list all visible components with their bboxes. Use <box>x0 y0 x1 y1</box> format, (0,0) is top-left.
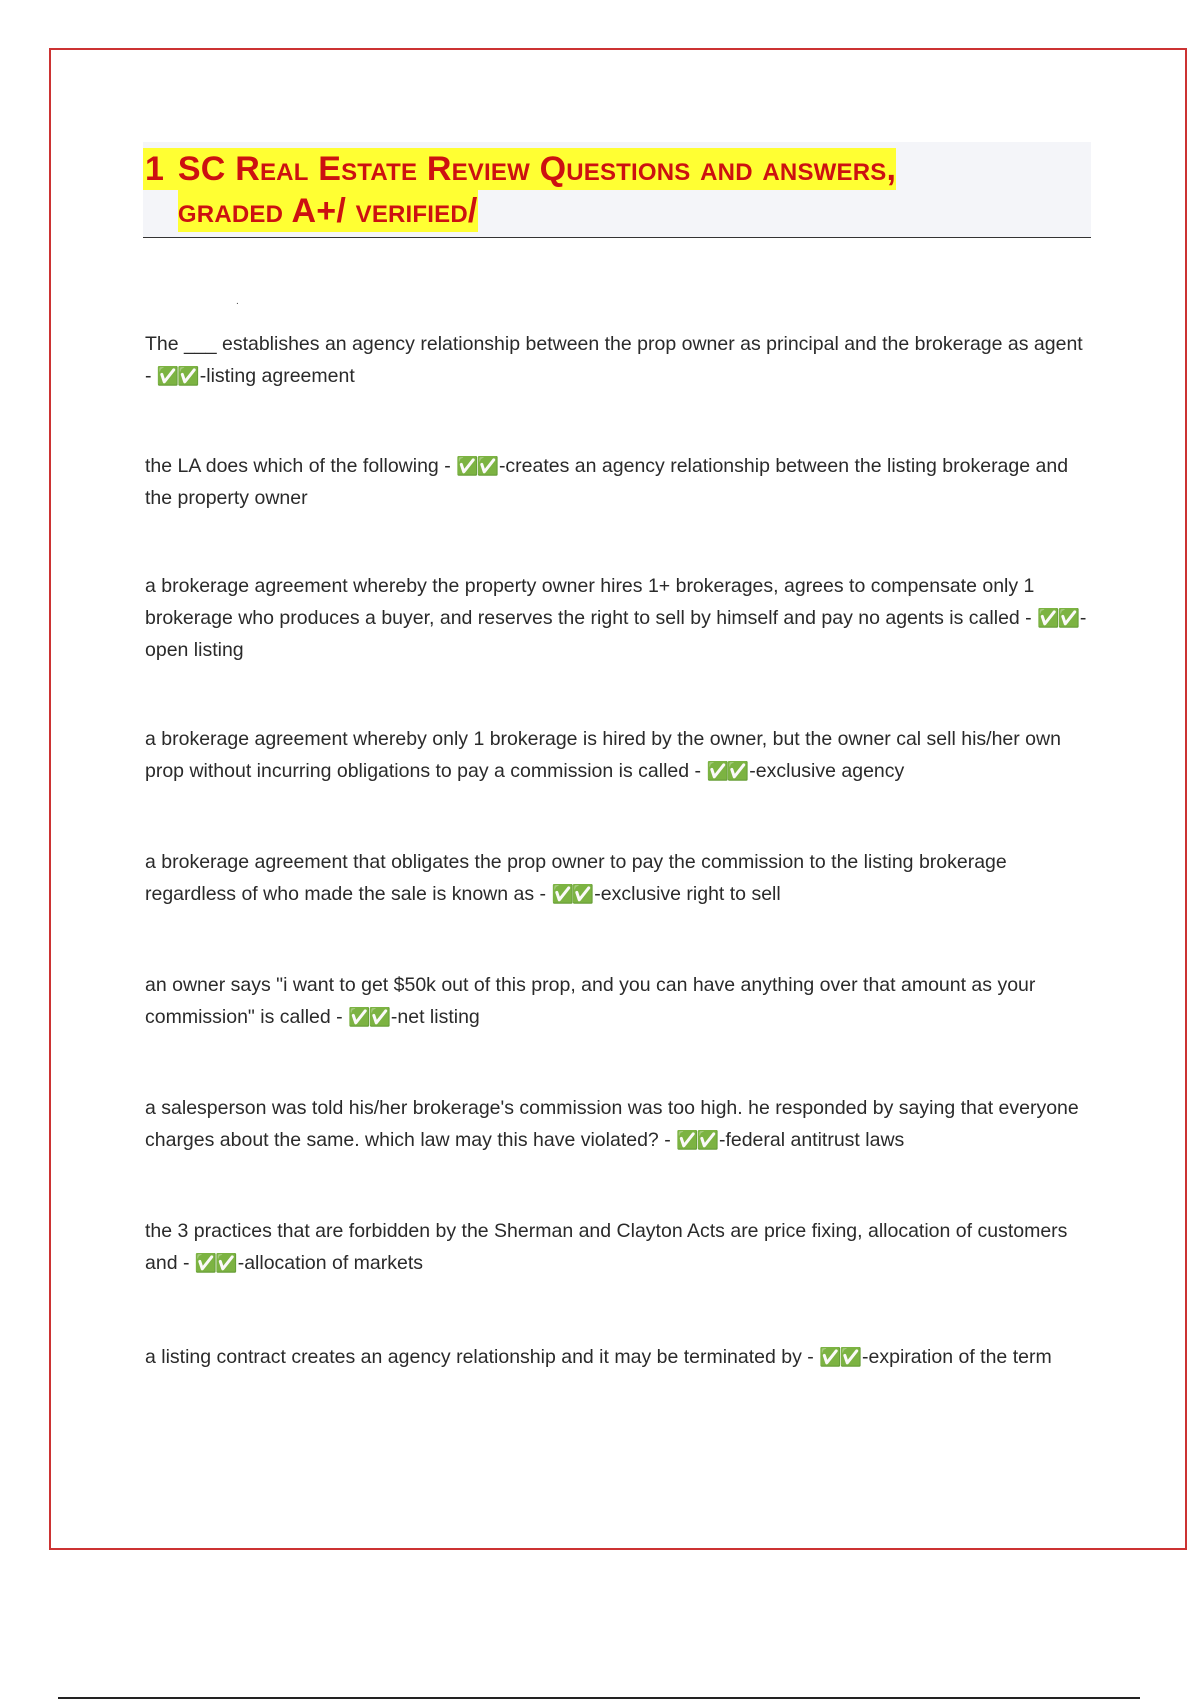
question-text: a listing contract creates an agency relationship and it may be terminated by - <box>145 1346 814 1368</box>
qa-item <box>145 846 1090 910</box>
stray-dot: . <box>236 296 239 307</box>
double-checkmark-icon: ✅✅ <box>706 761 748 781</box>
question-text: the LA does which of the following - <box>145 455 451 477</box>
answer-text: -exclusive agency <box>749 760 905 782</box>
page-border <box>49 48 1187 1550</box>
title-line-2: graded A+/ verified/ <box>177 192 478 230</box>
double-checkmark-icon: ✅✅ <box>819 1347 861 1367</box>
document-title-block <box>143 142 1091 238</box>
answer-text: -expiration of the term <box>862 1346 1052 1368</box>
qa-item <box>145 570 1090 666</box>
answer-text: -listing agreement <box>199 365 355 387</box>
title-lines <box>178 148 896 232</box>
question-text: an owner says "i want to get $50k out of this prop, and you can have anything over that amount as your commission" is called - <box>145 974 1036 1028</box>
answer-text: -federal antitrust laws <box>718 1129 905 1151</box>
answer-text: -net listing <box>390 1006 480 1028</box>
answer-text: -allocation of markets <box>237 1252 424 1274</box>
qa-item <box>145 1215 1090 1279</box>
qa-item <box>145 450 1090 514</box>
title-line-1: SC Real Estate Review Questions and answers, <box>177 150 897 188</box>
double-checkmark-icon: ✅✅ <box>348 1007 389 1027</box>
bottom-divider <box>58 1697 1140 1699</box>
qa-item <box>145 1092 1090 1156</box>
answer-text: -open listing <box>145 607 1087 661</box>
question-text: a salesperson was told his/her brokerage's commission was too high. he responded by saying that everyone charges about the same. which law may this have violated? - <box>145 1097 1079 1151</box>
question-text: a brokerage agreement that obligates the prop owner to pay the commission to the listing brokerage regardless of who made the sale is known as - <box>145 851 1007 905</box>
answer-text: -creates an agency relationship between the listing brokerage and the property owner <box>145 455 1069 509</box>
qa-item <box>145 328 1090 392</box>
double-checkmark-icon: ✅✅ <box>456 456 497 476</box>
title-row <box>143 148 896 232</box>
qa-item <box>145 723 1090 787</box>
qa-item <box>145 969 1090 1033</box>
qa-item <box>145 1341 1090 1373</box>
question-text: the 3 practices that are forbidden by the Sherman and Clayton Acts are price fixing, allocation of customers and - <box>145 1220 1068 1274</box>
question-text: The ___ establishes an agency relationship between the prop owner as principal and the brokerage as agent - <box>145 333 1083 387</box>
double-checkmark-icon: ✅✅ <box>676 1130 717 1150</box>
double-checkmark-icon: ✅✅ <box>194 1253 236 1273</box>
double-checkmark-icon: ✅✅ <box>1037 608 1078 628</box>
double-checkmark-icon: ✅✅ <box>156 366 198 386</box>
question-text: a brokerage agreement whereby only 1 brokerage is hired by the owner, but the owner cal sell his/her own prop without incurring obligations to pay a commission is called - <box>145 728 1061 782</box>
answer-text: -exclusive right to sell <box>594 883 781 905</box>
double-checkmark-icon: ✅✅ <box>551 884 593 904</box>
question-text: a brokerage agreement whereby the property owner hires 1+ brokerages, agrees to compensate only 1 brokerage who produces a buyer, and reserves the right to sell by himself and pay no agents is called - <box>145 575 1035 629</box>
title-number: 1 <box>143 148 178 190</box>
